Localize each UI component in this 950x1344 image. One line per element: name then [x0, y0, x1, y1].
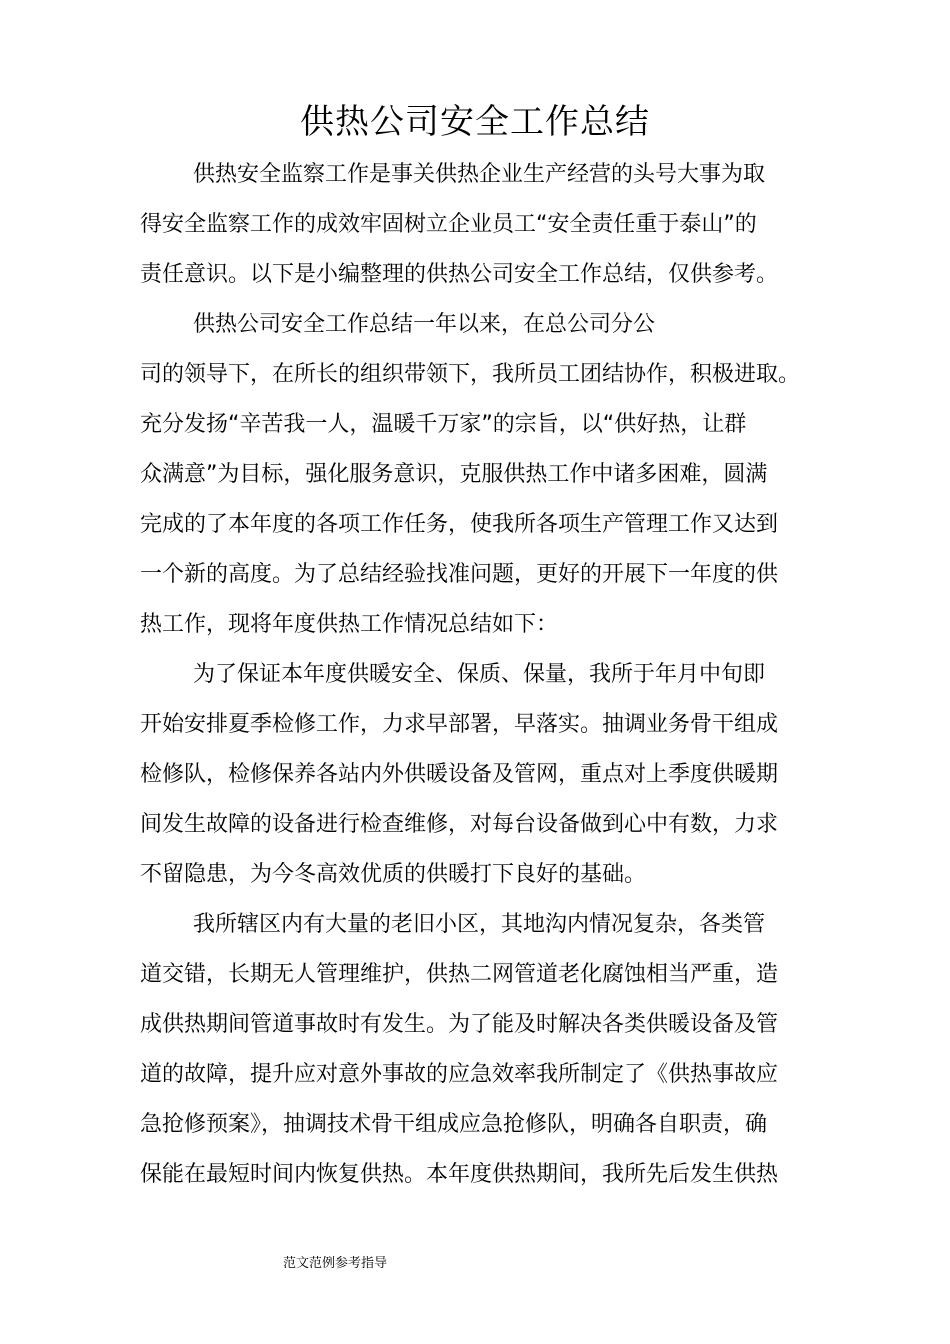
paragraph-3-line-5: 不留隐患，为今冬高效优质的供暖打下良好的基础。 [140, 862, 647, 887]
paragraph-2-line-3: 充分发扬“辛苦我一人，温暖千万家”的宗旨，以“供好热，让群 [140, 412, 747, 437]
paragraph-3-line-1: 为了保证本年度供暖安全、保质、保量，我所于年月中旬即 [193, 662, 766, 687]
paragraph-3-line-2: 开始安排夏季检修工作，力求早部署，早落实。抽调业务骨干组成 [140, 712, 779, 737]
paragraph-1-line-2: 得安全监察工作的成效牢固树立企业员工“安全责任重于泰山”的 [140, 212, 757, 237]
paragraph-4-line-3: 成供热期间管道事故时有发生。为了能及时解决各类供暖设备及管 [140, 1012, 779, 1037]
paragraph-2-line-6: 一个新的高度。为了总结经验找准问题，更好的开展下一年度的供 [140, 562, 779, 587]
paragraph-2-line-7: 热工作，现将年度供热工作情况总结如下： [140, 612, 559, 637]
paragraph-2-line-1: 供热公司安全工作总结一年以来，在总公司分公 [193, 312, 656, 337]
paragraph-2-line-5: 完成的了本年度的各项工作任务，使我所各项生产管理工作又达到 [140, 512, 779, 537]
paragraph-4-line-1: 我所辖区内有大量的老旧小区，其地沟内情况复杂，各类管 [193, 912, 766, 937]
paragraph-2-line-4: 众满意”为目标，强化服务意识，克服供热工作中诸多困难，圆满 [140, 462, 768, 487]
paragraph-4-line-5: 急抢修预案》，抽调技术骨干组成应急抢修队，明确各自职责，确 [140, 1112, 768, 1137]
paragraph-4-line-4: 道的故障，提升应对意外事故的应急效率我所制定了《供热事故应 [140, 1062, 779, 1087]
paragraph-3-line-4: 间发生故障的设备进行检查维修，对每台设备做到心中有数，力求 [140, 812, 779, 837]
paragraph-2-line-2: 司的领导下，在所长的组织带领下，我所员工团结协作，积极进取。 [140, 362, 801, 387]
paragraph-1-line-3: 责任意识。以下是小编整理的供热公司安全工作总结，仅供参考。 [140, 262, 779, 287]
paragraph-3-line-3: 检修队，检修保养各站内外供暖设备及管网，重点对上季度供暖期 [140, 762, 779, 787]
document-title: 供热公司安全工作总结 [300, 102, 650, 142]
paragraph-4-line-6: 保能在最短时间内恢复供热。本年度供热期间，我所先后发生供热 [140, 1162, 779, 1187]
paragraph-1-line-1: 供热安全监察工作是事关供热企业生产经营的头号大事为取 [193, 162, 766, 187]
paragraph-4-line-2: 道交错，长期无人管理维护，供热二网管道老化腐蚀相当严重，造 [140, 962, 779, 987]
page-footer: 范文范例参考指导 [283, 1256, 388, 1271]
